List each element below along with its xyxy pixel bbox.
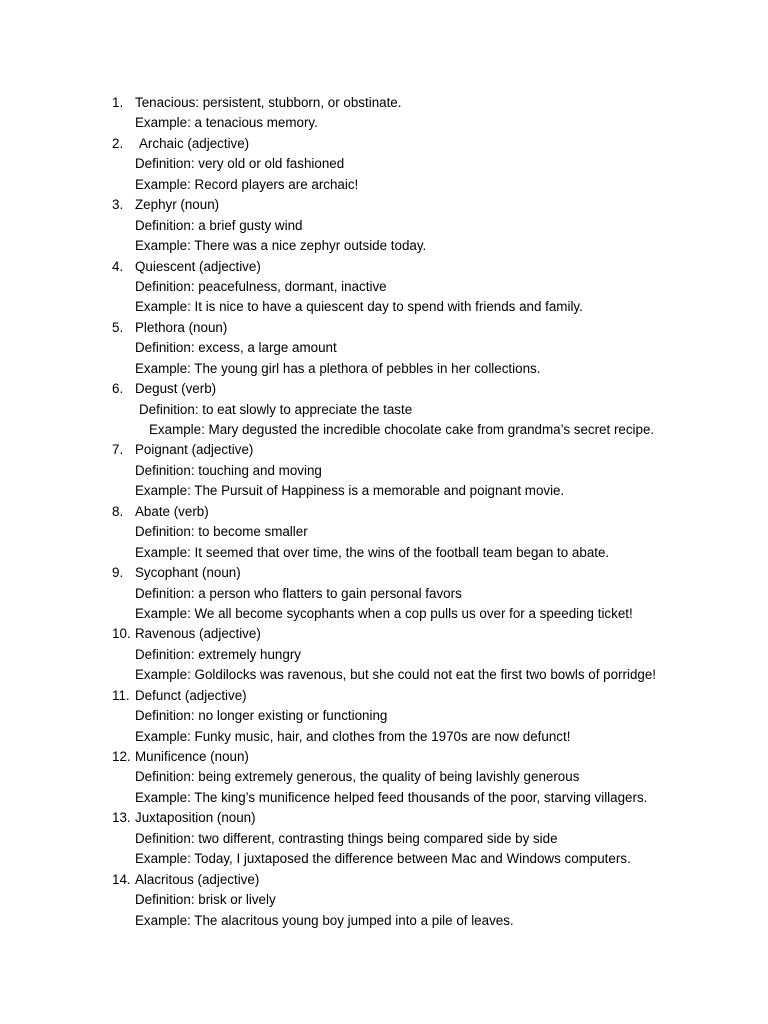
entry-detail-line bbox=[0, 890, 768, 910]
list-number: 10. bbox=[112, 626, 131, 642]
entry-detail-line bbox=[0, 461, 768, 481]
list-number: 11. bbox=[112, 687, 130, 703]
entry-detail-line bbox=[0, 359, 768, 379]
entry-term: Abate (verb) bbox=[135, 503, 209, 519]
list-item bbox=[0, 379, 768, 440]
entry-detail-line bbox=[0, 420, 768, 440]
entry-term: Sycophant (noun) bbox=[135, 565, 241, 581]
entry-text: Definition: extremely hungry bbox=[135, 646, 301, 662]
entry-text: Example: Record players are archaic! bbox=[135, 176, 359, 192]
entry-text: Example: Today, I juxtaposed the difference between Mac and Windows computers. bbox=[135, 851, 631, 867]
entry-term: Plethora (noun) bbox=[135, 319, 228, 335]
entry-text: Definition: touching and moving bbox=[135, 462, 322, 478]
entry-detail-line bbox=[0, 481, 768, 501]
entry-text: Example: The Pursuit of Happiness is a memorable and poignant movie. bbox=[135, 483, 565, 499]
entry-text: Example: Goldilocks was ravenous, but she could not eat the first two bowls of porridge! bbox=[135, 667, 657, 683]
entry-detail-line bbox=[0, 767, 768, 787]
entry-term: Archaic (adjective) bbox=[139, 135, 250, 151]
entry-detail-line bbox=[0, 338, 768, 358]
entry-term-line bbox=[0, 195, 768, 215]
list-number: 14. bbox=[112, 871, 131, 887]
entry-text: Definition: a brief gusty wind bbox=[135, 217, 303, 233]
entry-term: Degust (verb) bbox=[135, 381, 217, 397]
list-item bbox=[0, 624, 768, 685]
list-item bbox=[0, 195, 768, 256]
entry-text: Example: It is nice to have a quiescent day to spend with friends and family. bbox=[135, 299, 583, 315]
entry-term-line bbox=[0, 624, 768, 644]
entry-term: Quiescent (adjective) bbox=[135, 258, 261, 274]
entry-detail-line bbox=[0, 584, 768, 604]
entry-term: Defunct (adjective) bbox=[135, 687, 247, 703]
entry-text: Definition: very old or old fashioned bbox=[135, 156, 345, 172]
entry-term-line bbox=[0, 257, 768, 277]
entry-term: Poignant (adjective) bbox=[135, 442, 254, 458]
vocabulary-list bbox=[0, 93, 768, 931]
entry-text: Definition: to eat slowly to appreciate the taste bbox=[139, 401, 413, 417]
entry-term: Alacritous (adjective) bbox=[135, 871, 260, 887]
entry-term: Munificence (noun) bbox=[135, 749, 249, 764]
entry-detail-line bbox=[0, 297, 768, 317]
entry-text: Example: The young girl has a plethora of pebbles in her collections. bbox=[135, 360, 541, 376]
entry-term: Zephyr (noun) bbox=[135, 197, 220, 213]
entry-term-line bbox=[0, 502, 768, 522]
entry-term-line bbox=[0, 870, 768, 890]
list-number: 3. bbox=[112, 197, 124, 213]
entry-detail-line bbox=[0, 706, 768, 726]
entry-term: Ravenous (adjective) bbox=[135, 626, 261, 642]
entry-text: Definition: to become smaller bbox=[135, 524, 308, 540]
entry-text: Example: It seemed that over time, the wins of the football team began to abate. bbox=[135, 544, 610, 560]
entry-term: Tenacious: persistent, stubborn, or obstinate. bbox=[135, 95, 402, 110]
entry-text: Example: Mary degusted the incredible chocolate cake from grandma’s secret recipe. bbox=[149, 422, 655, 437]
list-number: 4. bbox=[112, 258, 124, 274]
entry-detail-line bbox=[0, 154, 768, 174]
list-number: 5. bbox=[112, 319, 124, 335]
entry-detail-line bbox=[0, 113, 768, 133]
entry-text: Definition: peacefulness, dormant, inactive bbox=[135, 278, 387, 294]
entry-detail-line bbox=[0, 788, 768, 808]
list-number: 6. bbox=[112, 381, 124, 397]
entry-detail-line bbox=[0, 175, 768, 195]
entry-term-line bbox=[0, 563, 768, 583]
entry-detail-line bbox=[0, 543, 768, 563]
entry-detail-line bbox=[0, 911, 768, 931]
entry-term: Juxtaposition (noun) bbox=[135, 810, 256, 826]
list-item bbox=[0, 134, 768, 195]
entry-detail-line bbox=[0, 665, 768, 685]
entry-detail-line bbox=[0, 727, 768, 747]
entry-detail-line bbox=[0, 400, 768, 420]
list-number: 8. bbox=[112, 503, 124, 519]
list-number: 9. bbox=[112, 565, 124, 581]
list-item bbox=[0, 870, 768, 931]
entry-detail-line bbox=[0, 849, 768, 869]
entry-term-line bbox=[0, 318, 768, 338]
entry-text: Definition: two different, contrasting things being compared side by side bbox=[135, 830, 558, 846]
list-number: 2. bbox=[112, 135, 124, 151]
list-item bbox=[0, 257, 768, 318]
entry-text: Definition: brisk or lively bbox=[135, 892, 276, 908]
entry-term-line bbox=[0, 134, 768, 154]
entry-text: Example: We all become sycophants when a cop pulls us over for a speeding ticket! bbox=[135, 605, 633, 621]
entry-term-line bbox=[0, 686, 768, 706]
list-item bbox=[0, 563, 768, 624]
entry-text: Definition: no longer existing or functioning bbox=[135, 708, 388, 724]
list-item bbox=[0, 808, 768, 869]
entry-detail-line bbox=[0, 829, 768, 849]
list-number: 13. bbox=[112, 810, 131, 826]
entry-term-line bbox=[0, 440, 768, 460]
list-number: 12. bbox=[112, 749, 131, 764]
entry-text: Definition: a person who flatters to gain personal favors bbox=[135, 585, 462, 601]
entry-term-line bbox=[0, 379, 768, 399]
list-number: 1. bbox=[112, 95, 124, 110]
entry-term-line bbox=[0, 747, 768, 767]
entry-text: Example: The king’s munificence helped feed thousands of the poor, starving villagers. bbox=[135, 789, 648, 805]
entry-detail-line bbox=[0, 604, 768, 624]
entry-detail-line bbox=[0, 277, 768, 297]
list-item bbox=[0, 686, 768, 747]
list-item bbox=[0, 93, 768, 134]
entry-text: Definition: being extremely generous, the quality of being lavishly generous bbox=[135, 769, 580, 785]
list-item bbox=[0, 318, 768, 379]
entry-text: Definition: excess, a large amount bbox=[135, 340, 337, 356]
list-item bbox=[0, 502, 768, 563]
entry-detail-line bbox=[0, 645, 768, 665]
entry-detail-line bbox=[0, 522, 768, 542]
entry-text: Example: The alacritous young boy jumped into a pile of leaves. bbox=[135, 912, 514, 928]
entry-detail-line bbox=[0, 236, 768, 256]
entry-detail-line bbox=[0, 216, 768, 236]
list-item bbox=[0, 440, 768, 501]
entry-text: Example: Funky music, hair, and clothes from the 1970s are now defunct! bbox=[135, 728, 571, 744]
entry-text: Example: There was a nice zephyr outside today. bbox=[135, 238, 427, 254]
entry-term-line bbox=[0, 808, 768, 828]
entry-text: Example: a tenacious memory. bbox=[135, 115, 318, 131]
entry-term-line bbox=[0, 93, 768, 113]
list-number: 7. bbox=[112, 442, 124, 458]
list-item bbox=[0, 747, 768, 808]
